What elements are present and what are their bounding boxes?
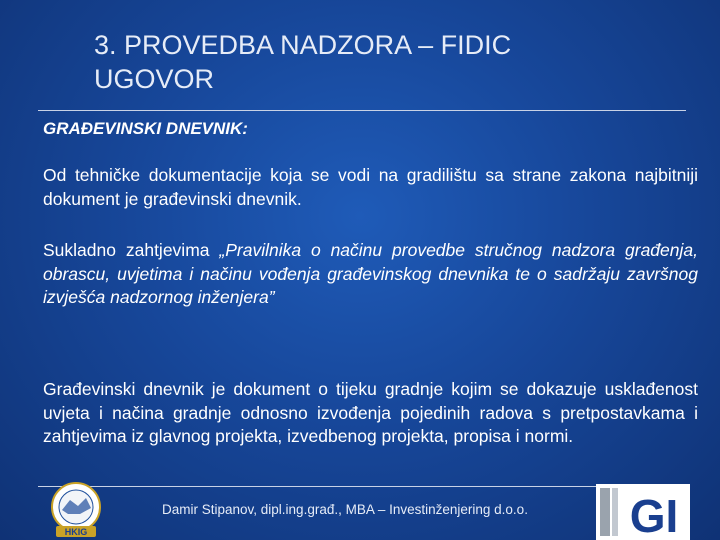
slide-title-line-1: 3. PROVEDBA NADZORA – FIDIC bbox=[94, 30, 512, 60]
top-divider bbox=[38, 110, 686, 111]
slide-title bbox=[94, 28, 654, 96]
paragraph-2-citation: „Pravilnika o načinu provedbe stručnog nadzora građenja, obrascu, uvjetima i načinu vođenja građevinskog dnevnika te o sadržaju završnog izvješća nadzornog inženjera” bbox=[43, 240, 698, 307]
paragraph-3: Građevinski dnevnik je dokument o tijeku gradnje kojim se dokazuje usklađenost uvjeta i načina gradnje odnosno izvođenja pojedinih radova s pretpostavkama i zahtjevima iz glavnog projekta, izvedbenog projekta, propisa i normi. bbox=[43, 379, 698, 446]
paragraph-2-prefix: Sukladno zahtjevima bbox=[43, 240, 220, 260]
chamber-logo-text: HKIG bbox=[64, 527, 88, 537]
paragraph-1: Od tehničke dokumentacije koja se vodi na gradilištu sa strane zakona najbitniji dokument je građevinski dnevnik. bbox=[43, 165, 698, 209]
chamber-logo bbox=[36, 480, 116, 538]
company-logo-text: GI bbox=[629, 490, 679, 540]
company-logo bbox=[596, 484, 690, 540]
bottom-divider bbox=[38, 486, 686, 487]
section-heading: GRAĐEVINSKI DNEVNIK: bbox=[43, 119, 248, 138]
slide-title-line-2: UGOVOR bbox=[94, 64, 215, 94]
footer-author: Damir Stipanov, dipl.ing.građ., MBA – Investinženjering d.o.o. bbox=[162, 502, 528, 517]
paragraph-2 bbox=[43, 239, 698, 310]
